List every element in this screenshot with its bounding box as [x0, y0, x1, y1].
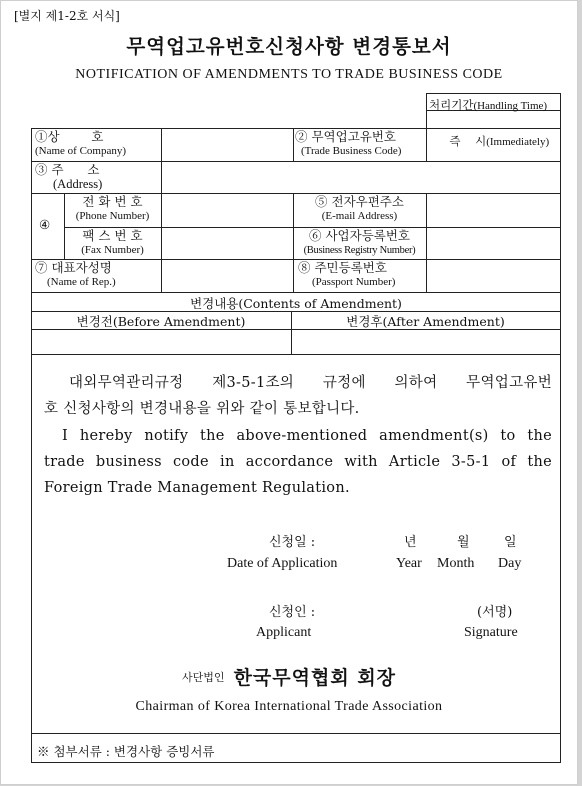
- passport-field[interactable]: [427, 260, 559, 292]
- handling-time-en: (Handling Time): [473, 100, 548, 112]
- organization-name: 한국무역협회 회장: [233, 667, 397, 689]
- business-registry-ko: ⑥ 사업자등록번호: [309, 228, 410, 243]
- address-field[interactable]: [162, 162, 559, 193]
- contents-of-amendment-header: 변경내용(Contents of Amendment): [190, 296, 402, 311]
- address-ko: ③ 주 소: [35, 162, 100, 177]
- phone-ko: 전 화 번 호: [82, 194, 143, 209]
- organization-heading: [1, 663, 577, 690]
- month-ko: 월: [457, 535, 470, 550]
- month-en: Month: [437, 556, 475, 571]
- passport-ko: ⑧ 주민등록번호: [298, 260, 387, 275]
- item-4-number: ④: [39, 217, 51, 232]
- business-registry-field[interactable]: [427, 228, 559, 259]
- trade-code-field[interactable]: [427, 129, 559, 161]
- company-name-field[interactable]: [162, 129, 292, 161]
- representative-en: (Name of Rep.): [47, 276, 116, 288]
- date-label-ko: 신청일 :: [269, 535, 316, 550]
- fax-label: [65, 228, 160, 258]
- signature-en: Signature: [464, 625, 518, 640]
- email-ko: ⑤ 전자우편주소: [315, 194, 404, 209]
- email-field[interactable]: [427, 194, 559, 227]
- statement-korean-line-1: 대외무역관리규정 제3-5-1조의 규정에 의하여 무역업고유번: [69, 375, 552, 391]
- representative-field[interactable]: [162, 260, 292, 292]
- statement-english-line-1: I hereby notify the above-mentioned amendment(s) to the: [62, 428, 552, 444]
- phone-label: [65, 194, 160, 224]
- day-ko: 일: [504, 535, 517, 550]
- address-en: (Address): [53, 177, 103, 191]
- address-label: [35, 162, 159, 192]
- signature-ko: (서명): [477, 605, 513, 620]
- attachment-note: ※ 첨부서류 : 변경사항 증빙서류: [37, 744, 215, 759]
- fax-ko: 팩 스 번 호: [82, 228, 143, 243]
- phone-en: (Phone Number): [75, 210, 150, 222]
- trade-code-ko: ② 무역업고유번호: [295, 129, 396, 144]
- trade-code-label: [295, 129, 425, 159]
- applicant-label-en: Applicant: [256, 625, 312, 640]
- fax-field[interactable]: [162, 228, 292, 259]
- handling-time-value-en: (Immediately): [486, 136, 550, 148]
- handling-time-value-ko: 즉 시: [449, 134, 487, 148]
- email-en: (E-mail Address): [321, 210, 398, 222]
- title-english: NOTIFICATION OF AMENDMENTS TO TRADE BUSINESS CODE: [75, 67, 503, 82]
- company-name-ko: ①상 호: [35, 129, 104, 144]
- year-en: Year: [396, 556, 422, 571]
- statement-english-line-2: trade business code in accordance with Article 3-5-1 of the: [44, 454, 552, 470]
- business-registry-label: [294, 228, 425, 258]
- trade-code-en: (Trade Business Code): [301, 145, 402, 157]
- passport-en: (Passport Number): [312, 276, 396, 288]
- year-ko: 년: [404, 535, 417, 550]
- passport-label: [298, 260, 425, 290]
- before-amendment-header: 변경전(Before Amendment): [76, 314, 246, 329]
- statement-english-line-3: Foreign Trade Management Regulation.: [44, 480, 350, 496]
- company-name-label: [35, 129, 159, 159]
- date-label-en: Date of Application: [227, 556, 338, 571]
- organization-english: Chairman of Korea International Trade Association: [135, 699, 443, 714]
- representative-ko: ⑦ 대표자성명: [35, 260, 112, 275]
- phone-field[interactable]: [162, 194, 292, 227]
- form-number: [별지 제1-2호 서식]: [14, 9, 120, 23]
- title-korean: 무역업고유번호신청사항 변경통보서: [126, 35, 452, 58]
- representative-label: [35, 260, 145, 290]
- after-amendment-header: 변경후(After Amendment): [346, 314, 505, 329]
- applicant-label-ko: 신청인 :: [269, 605, 316, 620]
- after-amendment-field[interactable]: [292, 330, 559, 354]
- before-amendment-field[interactable]: [32, 330, 290, 354]
- statement-korean-line-2: 호 신청사항의 변경내용을 위와 같이 통보합니다.: [44, 401, 360, 417]
- day-en: Day: [498, 556, 522, 571]
- handling-time-ko: 처리기간: [429, 98, 474, 112]
- company-name-en: (Name of Company): [35, 145, 127, 157]
- email-label: [294, 194, 425, 224]
- business-registry-en: (Business Registry Number): [303, 245, 416, 256]
- fax-en: (Fax Number): [81, 244, 144, 256]
- organization-prefix: 사단법인: [181, 671, 225, 684]
